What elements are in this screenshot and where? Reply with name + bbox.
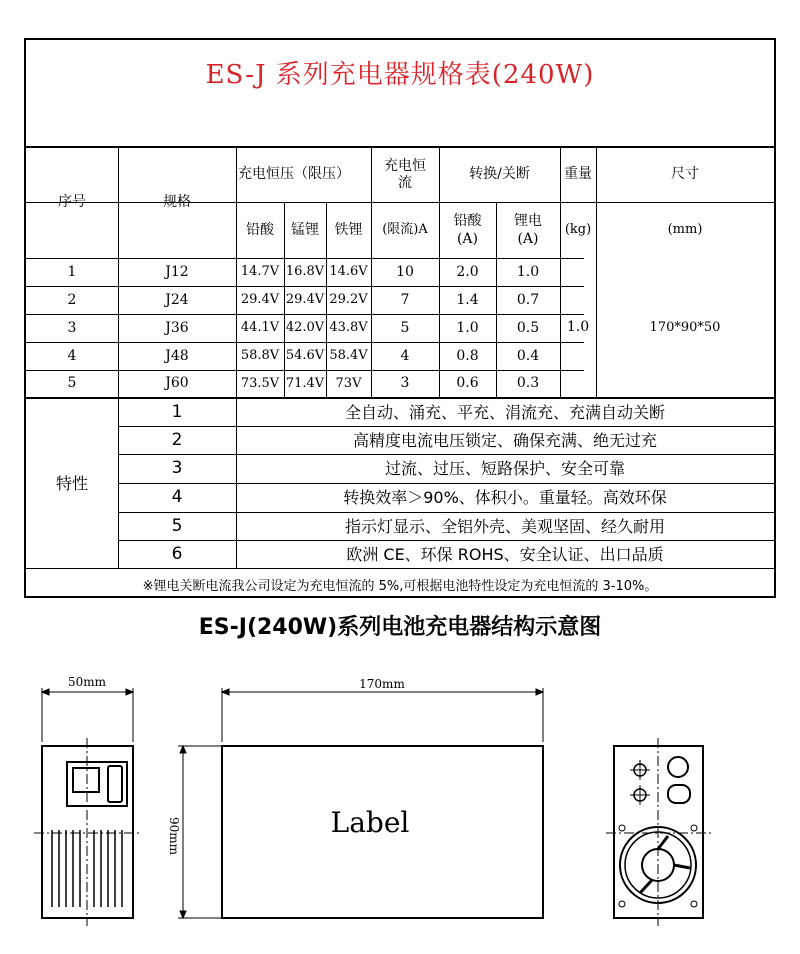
cell-switch-li: 1.0	[516, 263, 540, 280]
header-switch-li	[496, 203, 560, 258]
feature-number: 1	[171, 401, 183, 422]
cell-switch-li: 0.3	[516, 375, 540, 392]
header-switch-off: 转换/关断	[469, 166, 530, 183]
header-li-mn: 锰锂	[291, 221, 319, 238]
header-switch-lead	[439, 203, 496, 258]
cell-current: 4	[400, 347, 410, 364]
header-spec: 规格	[163, 194, 191, 211]
header-switch-li-line2: (A)	[517, 230, 539, 247]
feature-text: 高精度电流电压锁定、确保充满、绝无过充	[352, 430, 657, 450]
cell-fe-voltage: 14.6V	[329, 264, 368, 280]
feature-number: 5	[171, 515, 183, 536]
feature-number: 4	[171, 487, 183, 508]
feature-number: 6	[171, 543, 183, 564]
cell-lead-voltage: 58.8V	[240, 348, 280, 364]
cell-switch-lead: 1.0	[456, 319, 479, 336]
cell-current: 3	[400, 375, 410, 392]
header-charge-voltage: 充电恒压（限压）	[238, 166, 350, 183]
cell-serial: 4	[67, 347, 77, 364]
footnote: ※锂电关断电流我公司设定为充电恒流的 5%,可根据电池特性设定为充电恒流的 3-10%。	[142, 578, 658, 594]
cell-serial: 1	[67, 263, 77, 280]
cell-mn-voltage: 16.8V	[285, 264, 325, 280]
header-charge-current-line1: 充电恒	[384, 157, 426, 174]
features-label: 特性	[55, 473, 88, 493]
length-dimension-label: 170mm	[359, 677, 405, 691]
header-switch-lead-line1: 铅酸	[453, 213, 482, 229]
cell-model: J60	[165, 375, 189, 392]
cell-serial: 5	[67, 375, 77, 392]
feature-number: 2	[171, 429, 183, 450]
feature-text: 指示灯显示、全铝外壳、美观坚固、经久耐用	[344, 516, 665, 536]
header-limit-current: (限流)A	[382, 222, 428, 238]
cell-switch-li: 0.7	[516, 291, 540, 308]
header-serial: 序号	[58, 194, 86, 211]
cell-lead-voltage: 73.5V	[240, 375, 280, 391]
diagram-title: ES-J(240W)系列电池充电器结构示意图	[198, 615, 602, 640]
feature-text: 欧洲 CE、环保 ROHS、安全认证、出口品质	[346, 544, 664, 564]
cell-fe-voltage: 58.4V	[329, 348, 368, 364]
cell-current: 5	[400, 319, 410, 336]
cell-current: 7	[400, 291, 410, 308]
header-lead-acid: 铅酸	[246, 221, 274, 238]
feature-number: 3	[171, 458, 183, 479]
top-view	[222, 746, 543, 918]
cell-model: J48	[165, 347, 189, 364]
spec-table	[24, 38, 776, 598]
feature-text: 过流、过压、短路保护、安全可靠	[384, 459, 625, 478]
feature-text: 全自动、涌充、平充、涓流充、充满自动关断	[344, 402, 665, 422]
header-switch-li-line1: 锂电	[514, 213, 542, 229]
height-dimension-label: 90mm	[167, 816, 181, 856]
cell-lead-voltage: 29.4V	[240, 292, 280, 308]
header-charge-current	[371, 148, 439, 202]
width-dimension-label: 50mm	[67, 675, 107, 689]
header-size-unit: (mm)	[667, 222, 703, 238]
header-li-fe: 铁锂	[334, 221, 363, 238]
header-charge-current-line2: 流	[398, 175, 412, 191]
header-switch-lead-line2: (A)	[456, 230, 479, 247]
fan-end-view	[606, 738, 711, 926]
cell-mn-voltage: 71.4V	[285, 375, 325, 391]
cell-switch-li: 0.4	[516, 347, 540, 364]
cell-serial: 2	[67, 291, 77, 308]
cell-mn-voltage: 54.6V	[285, 348, 325, 364]
table-title-bar	[26, 40, 774, 148]
side-view	[34, 738, 141, 926]
cell-lead-voltage: 44.1V	[240, 320, 280, 336]
cell-lead-voltage: 14.7V	[240, 264, 280, 280]
cell-switch-li: 0.5	[516, 319, 540, 336]
cell-switch-lead: 2.0	[456, 263, 479, 280]
cell-weight: 1.0	[566, 319, 590, 336]
length-dimension	[222, 688, 543, 742]
cell-model: J24	[165, 291, 189, 308]
cell-fe-voltage: 73V	[335, 375, 362, 391]
cell-switch-lead: 0.8	[456, 347, 479, 364]
header-weight: 重量	[564, 166, 592, 183]
grid-line	[26, 568, 774, 569]
label-area-text: Label	[330, 806, 410, 839]
cell-model: J36	[165, 319, 189, 336]
cell-switch-lead: 0.6	[456, 375, 479, 392]
header-size: 尺寸	[671, 166, 699, 183]
header-weight-unit: (kg)	[564, 222, 592, 238]
cell-serial: 3	[67, 319, 77, 336]
cell-mn-voltage: 29.4V	[285, 292, 325, 308]
cell-fe-voltage: 29.2V	[329, 292, 368, 308]
cell-switch-lead: 1.4	[456, 291, 479, 308]
cell-size: 170*90*50	[649, 319, 721, 335]
feature-text: 转换效率＞90%、体积小。重量轻。高效环保	[343, 488, 667, 507]
cell-current: 10	[396, 263, 414, 280]
cell-mn-voltage: 42.0V	[285, 320, 325, 336]
height-dimension	[178, 746, 222, 918]
cell-model: J12	[165, 263, 189, 280]
table-title: ES-J 系列充电器规格表(240W)	[205, 60, 595, 90]
width-dimension	[42, 688, 133, 742]
cell-fe-voltage: 43.8V	[329, 320, 368, 336]
